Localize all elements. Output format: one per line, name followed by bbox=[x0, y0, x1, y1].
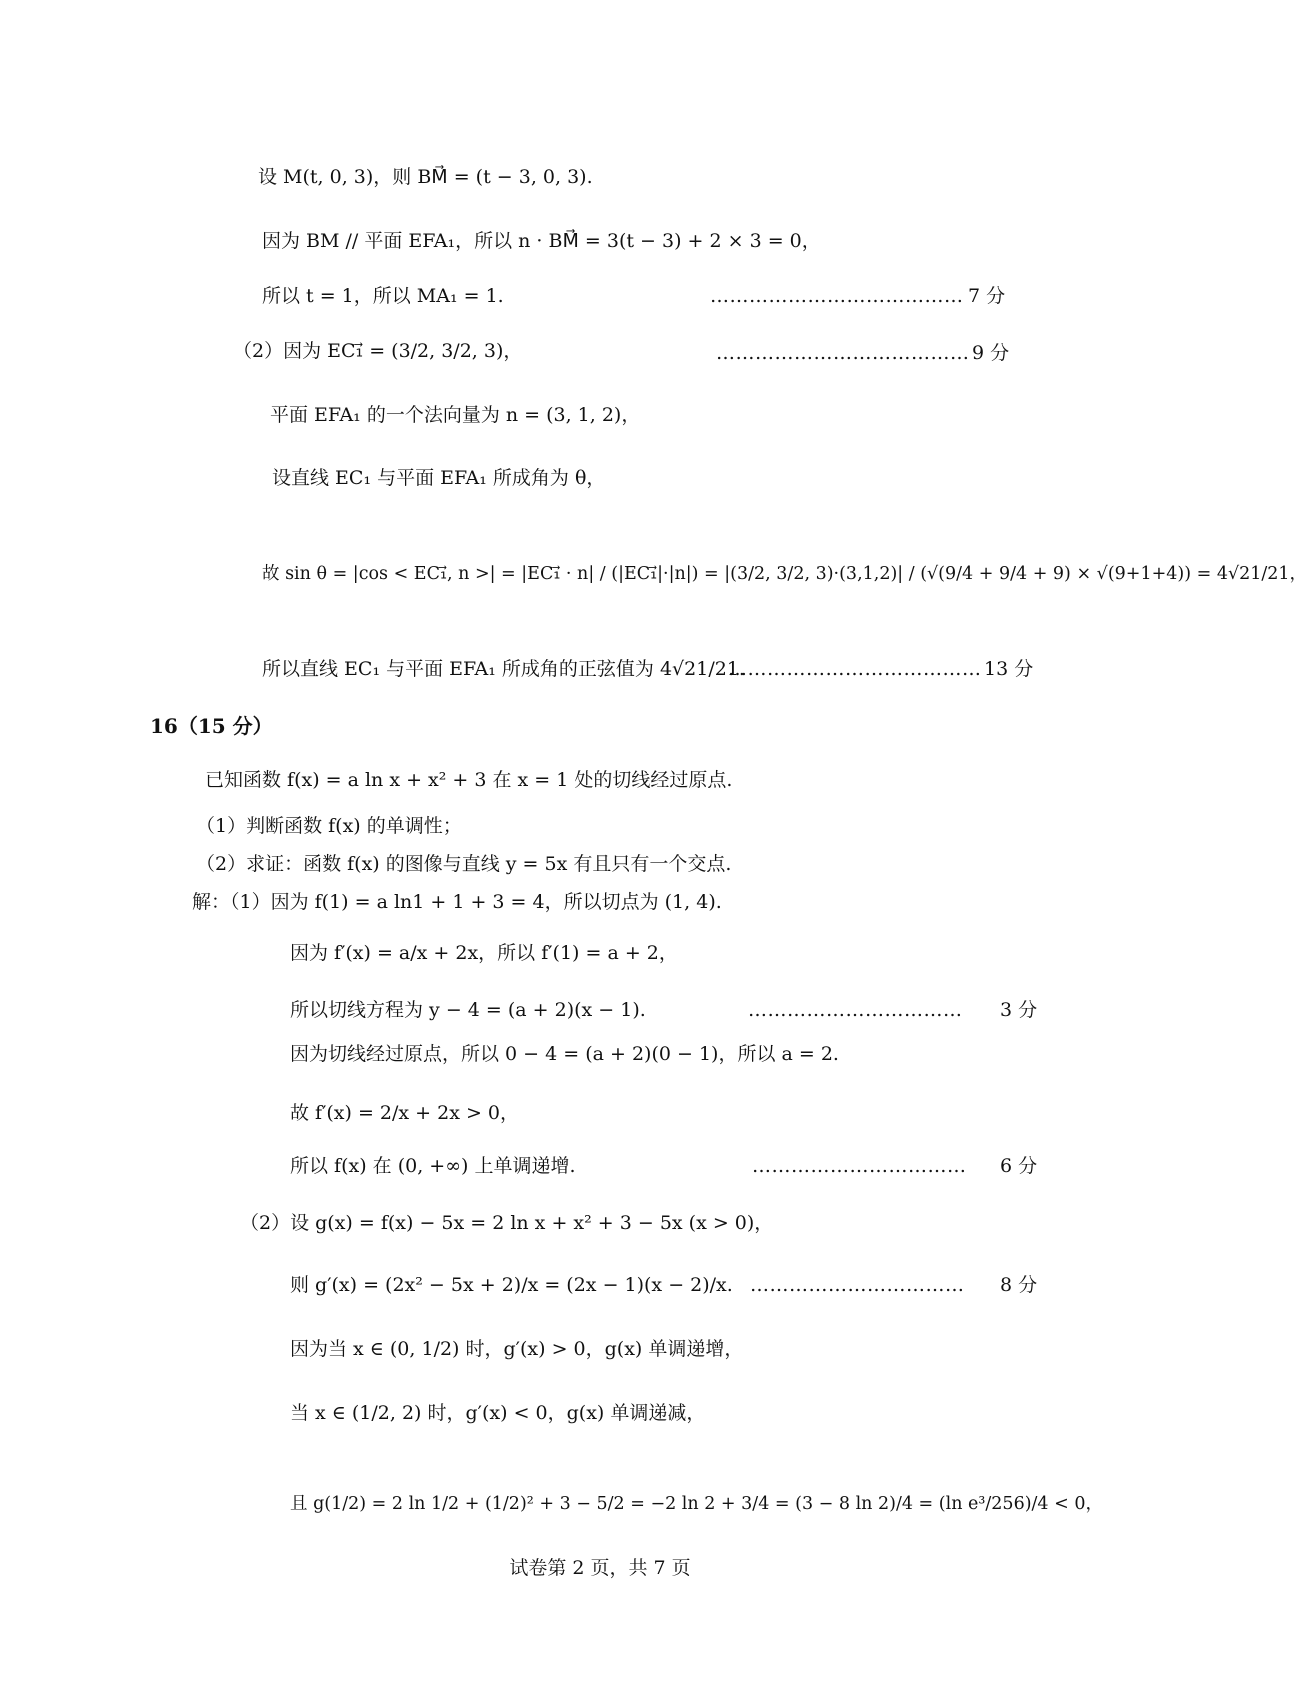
score-3: 3 分 bbox=[1000, 999, 1038, 1021]
problem-16-p2-3: 因为当 x ∈ (0, 1/2) 时，g′(x) > 0，g(x) 单调递增， bbox=[290, 1338, 744, 1360]
sol15-line2: 因为 BM // 平面 EFA₁，所以 n · BM⃗ = 3(t − 3) + 2 × 3 = 0， bbox=[262, 230, 821, 252]
problem-16-q1: （1）判断函数 f(x) 的单调性； bbox=[196, 815, 462, 837]
sol15-line1: 设 M(t, 0, 3)，则 BM⃗ = (t − 3, 0, 3). bbox=[258, 166, 593, 188]
score-dots-3: …………………………… bbox=[748, 999, 963, 1021]
problem-16-p2-5: 且 g(1/2) = 2 ln 1/2 + (1/2)² + 3 − 5/2 = −2 ln 2 + 3/4 = (3 − 8 ln 2)/4 = (ln e³/256)/4 < 0， bbox=[290, 1494, 1103, 1514]
problem-16-q2: （2）求证：函数 f(x) 的图像与直线 y = 5x 有且只有一个交点. bbox=[196, 853, 732, 875]
problem-16-s4: 因为切线经过原点，所以 0 − 4 = (a + 2)(0 − 1)，所以 a = 2. bbox=[290, 1043, 839, 1065]
problem-16-s5: 故 f′(x) = 2/x + 2x > 0， bbox=[290, 1102, 520, 1124]
page-footer: 试卷第 2 页，共 7 页 bbox=[509, 1557, 691, 1579]
sol15-part2-line5: 所以直线 EC₁ 与平面 EFA₁ 所成角的正弦值为 4√21/21. bbox=[262, 658, 745, 680]
score-dots-6: …………………………… bbox=[752, 1155, 967, 1177]
problem-16-s1: 解：（1）因为 f(1) = a ln1 + 1 + 3 = 4，所以切点为 (1, 4). bbox=[192, 891, 722, 913]
problem-16-p2-2: 则 g′(x) = (2x² − 5x + 2)/x = (2x − 1)(x − 2)/x. bbox=[290, 1274, 733, 1296]
problem-16-s2: 因为 f′(x) = a/x + 2x，所以 f′(1) = a + 2， bbox=[290, 942, 678, 964]
problem-16-s3: 所以切线方程为 y − 4 = (a + 2)(x − 1). bbox=[290, 999, 646, 1021]
sol15-part2-line3: 设直线 EC₁ 与平面 EFA₁ 所成角为 θ， bbox=[272, 467, 606, 489]
score-6: 6 分 bbox=[1000, 1155, 1038, 1177]
sol15-part2-line1: （2）因为 EC₁⃗ = (3/2, 3/2, 3)， bbox=[233, 340, 523, 362]
problem-16-s6: 所以 f(x) 在 (0, +∞) 上单调递增. bbox=[290, 1155, 576, 1177]
score-13: 13 分 bbox=[984, 658, 1034, 680]
score-9: 9 分 bbox=[972, 342, 1010, 364]
sol15-line3: 所以 t = 1，所以 MA₁ = 1. bbox=[262, 285, 504, 307]
problem-16-stem: 已知函数 f(x) = a ln x + x² + 3 在 x = 1 处的切线经过原点. bbox=[205, 769, 733, 791]
score-dots-8: …………………………… bbox=[750, 1274, 965, 1296]
problem-16-p2-4: 当 x ∈ (1/2, 2) 时，g′(x) < 0，g(x) 单调递减， bbox=[290, 1402, 706, 1424]
problem-16-p2-1: （2）设 g(x) = f(x) − 5x = 2 ln x + x² + 3 − 5x (x > 0)， bbox=[240, 1212, 774, 1234]
problem-16-title: 16（15 分） bbox=[150, 714, 273, 738]
score-dots-7: ………………………………… bbox=[710, 285, 964, 307]
score-dots-13: ………………………………… bbox=[728, 658, 982, 680]
sol15-part2-line4: 故 sin θ = |cos < EC₁⃗, n >| = |EC₁⃗ · n| / (|EC₁⃗|·|n|) = |(3/2, 3/2, 3)·(3,1,2)| / (√(9/4 + 9/4 + 9) × √(9+1+4)) = 4√21/21， bbox=[262, 564, 1307, 584]
score-dots-9: ………………………………… bbox=[716, 342, 970, 364]
score-8: 8 分 bbox=[1000, 1274, 1038, 1296]
sol15-part2-line2: 平面 EFA₁ 的一个法向量为 n = (3, 1, 2)， bbox=[270, 404, 641, 426]
score-7: 7 分 bbox=[968, 285, 1006, 307]
